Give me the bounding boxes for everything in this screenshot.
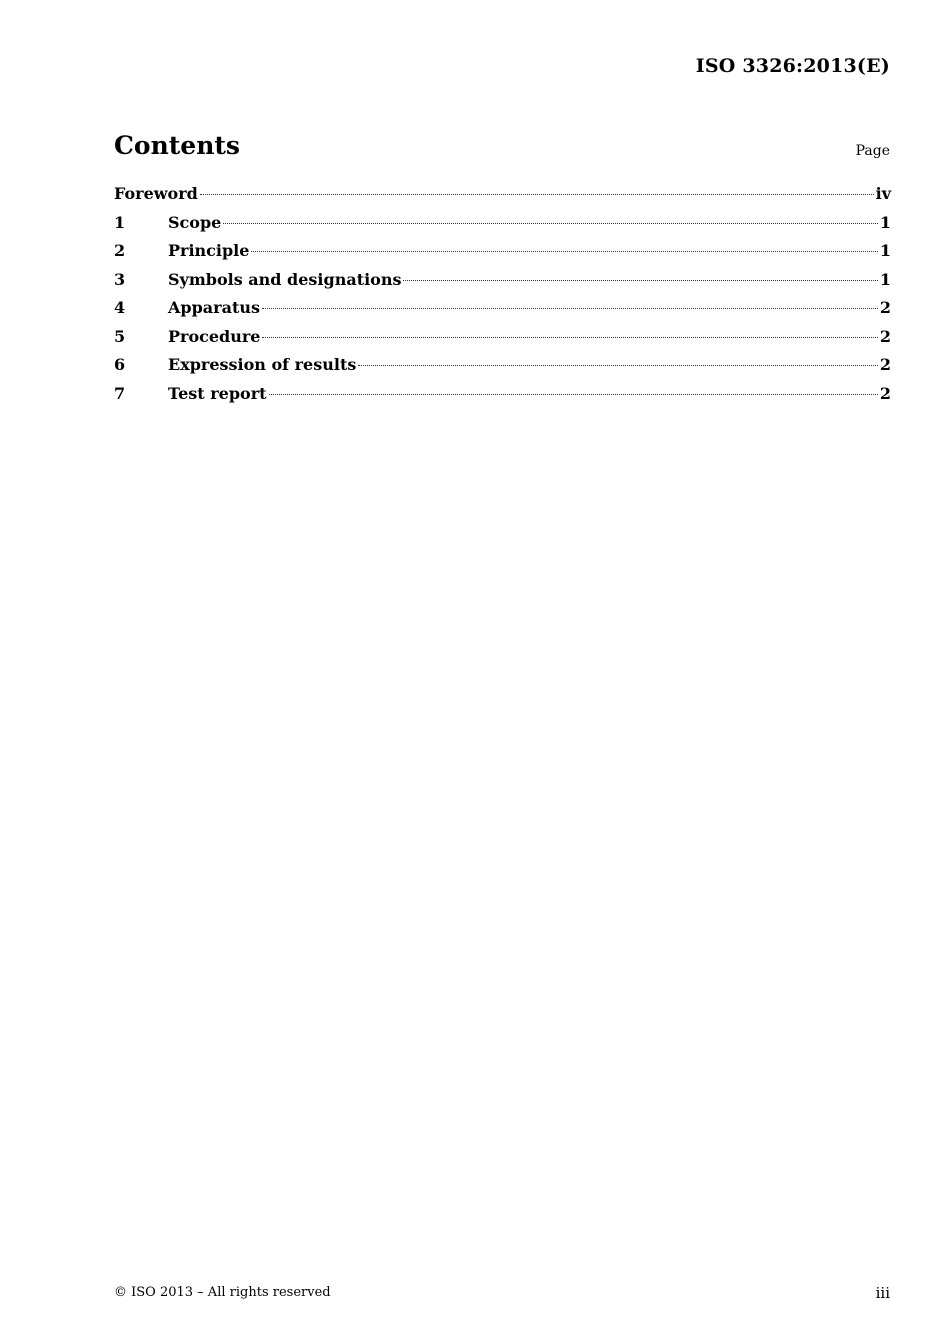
toc-leader xyxy=(251,251,877,252)
toc-entry-title: Apparatus xyxy=(168,298,260,317)
toc-entry-number: 1 xyxy=(114,212,126,232)
toc-entry-number: 3 xyxy=(114,269,126,289)
toc-leader xyxy=(403,280,877,281)
toc-entry-number: 5 xyxy=(114,326,126,346)
toc-leader xyxy=(262,337,877,338)
toc-entry-number: 2 xyxy=(114,241,126,260)
toc-entry-page: 2 xyxy=(879,355,891,374)
toc-entry-page: iv xyxy=(875,184,891,203)
table-of-contents xyxy=(114,184,891,412)
toc-leader xyxy=(223,223,878,224)
toc-entry-page: 1 xyxy=(879,269,891,289)
toc-entry-page: 2 xyxy=(879,298,891,317)
toc-leader xyxy=(262,308,878,309)
toc-entry-title: Test report xyxy=(168,383,267,403)
toc-entry-number: 7 xyxy=(114,383,126,403)
toc-entry-symbols[interactable] xyxy=(114,270,891,299)
toc-entry-scope[interactable] xyxy=(114,213,891,242)
toc-entry-title: Symbols and designations xyxy=(168,269,402,289)
toc-leader xyxy=(200,194,874,195)
toc-entry-title: Foreword xyxy=(114,184,198,203)
toc-entry-page: 2 xyxy=(879,383,891,403)
toc-entry-page: 2 xyxy=(879,326,891,346)
toc-entry-title: Principle xyxy=(168,241,250,260)
contents-heading: Contents xyxy=(114,131,241,160)
page-number: iii xyxy=(875,1284,890,1302)
copyright-notice: © ISO 2013 – All rights reserved xyxy=(114,1285,331,1300)
toc-entry-test-report[interactable] xyxy=(114,384,891,413)
toc-entry-principle[interactable] xyxy=(114,241,891,270)
page-column-label: Page xyxy=(855,143,890,159)
toc-entry-title: Procedure xyxy=(168,326,261,346)
toc-entry-page: 1 xyxy=(879,241,891,260)
toc-entry-number: 4 xyxy=(114,298,126,317)
toc-entry-expression-of-results[interactable] xyxy=(114,355,891,384)
document-id: ISO 3326:2013(E) xyxy=(695,55,890,77)
toc-entry-page: 1 xyxy=(879,212,891,232)
toc-entry-apparatus[interactable] xyxy=(114,298,891,327)
toc-entry-foreword[interactable] xyxy=(114,184,891,213)
toc-entry-number: 6 xyxy=(114,355,126,374)
toc-entry-title: Scope xyxy=(168,212,222,232)
toc-leader xyxy=(269,394,878,395)
toc-entry-procedure[interactable] xyxy=(114,327,891,356)
toc-leader xyxy=(358,365,878,366)
toc-entry-title: Expression of results xyxy=(168,355,357,374)
